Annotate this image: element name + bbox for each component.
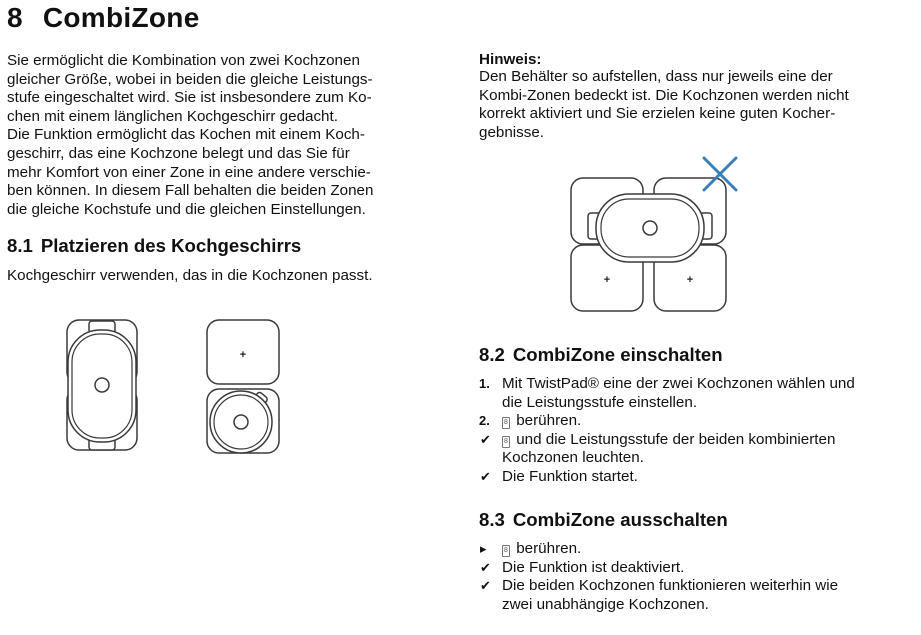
section-title [7,2,200,34]
plus-icon: + [239,349,247,361]
hint-text: Den Behälter so aufstellen, dass nur jeweils eine der Kombi-Zonen bedeckt ist. Die Kochzonen werden nicht korrekt aktiviert und Sie erzielen keine guten Kocher- gebnisse. [479,68,849,141]
combizone-key-icon: 8 [502,417,510,429]
subsection-8-1-title: 8.1 Platzieren des Kochgeschirrs [7,235,302,256]
section-title-text: CombiZone [42,2,200,33]
check-icon: ✔ [480,578,491,594]
combizone-key-icon: 8 [502,436,510,448]
check-icon: ✔ [480,559,491,575]
combi-zone-oval-pan-illustration [62,318,142,454]
intro-paragraph: Sie ermöglicht die Kombination von zwei Kochzonen gleicher Größe, wobei in beiden die gleiche Leistungs- stufe eingeschaltet wird. Sie ist insbesondere zum Ko- chen mit einem länglichen Kochgeschirr gedacht. Die Funktion ermöglicht das Kochen mit einem Koch- geschirr, das eine Kochzone belegt und das Sie für mehr Komfort von einer Zone in eine andere verschie- ben können. In diesem Fall behalten die beiden Zonen die gleiche Kochstufe und die gleichen Einstellungen. [7,52,374,218]
incorrect-placement-illustration [568,150,748,314]
combizone-off-steps [479,540,838,614]
combizone-on-steps [479,375,855,487]
arrow-right-icon: ▸ [480,541,487,556]
list-item: ✔ Die beiden Kochzonen funktionieren weiterhin wie zwei unabhängige Kochzonen. [480,577,839,613]
subsection-8-3-title: 8.3 CombiZone ausschalten [479,509,728,530]
list-item: ✔ Die Funktion startet. [480,467,638,485]
list-item: ✔ 8 und die Leistungsstufe der beiden kombinierten Kochzonen leuchten. [480,430,836,467]
combizone-key-icon: 8 [502,545,510,557]
check-icon: ✔ [480,468,491,484]
hint-title: Hinweis: [479,51,542,68]
plus-icon: + [603,274,611,286]
single-zone-round-pot-illustration [203,318,283,458]
list-item: 1. Mit TwistPad® eine der zwei Kochzonen wählen und die Leistungsstufe einstellen. [479,375,855,411]
list-item: ▸ 8 berühren. [480,540,582,557]
check-icon: ✔ [480,431,491,447]
section-number: 8 [7,2,23,33]
plus-icon: + [686,274,694,286]
subsection-8-2-title: 8.2 CombiZone einschalten [479,344,723,365]
list-item: 2. 8 berühren. [479,412,582,430]
subsection-8-1-text: Kochgeschirr verwenden, das in die Kochzonen passt. [7,267,373,284]
list-item: ✔ Die Funktion ist deaktiviert. [480,558,685,576]
